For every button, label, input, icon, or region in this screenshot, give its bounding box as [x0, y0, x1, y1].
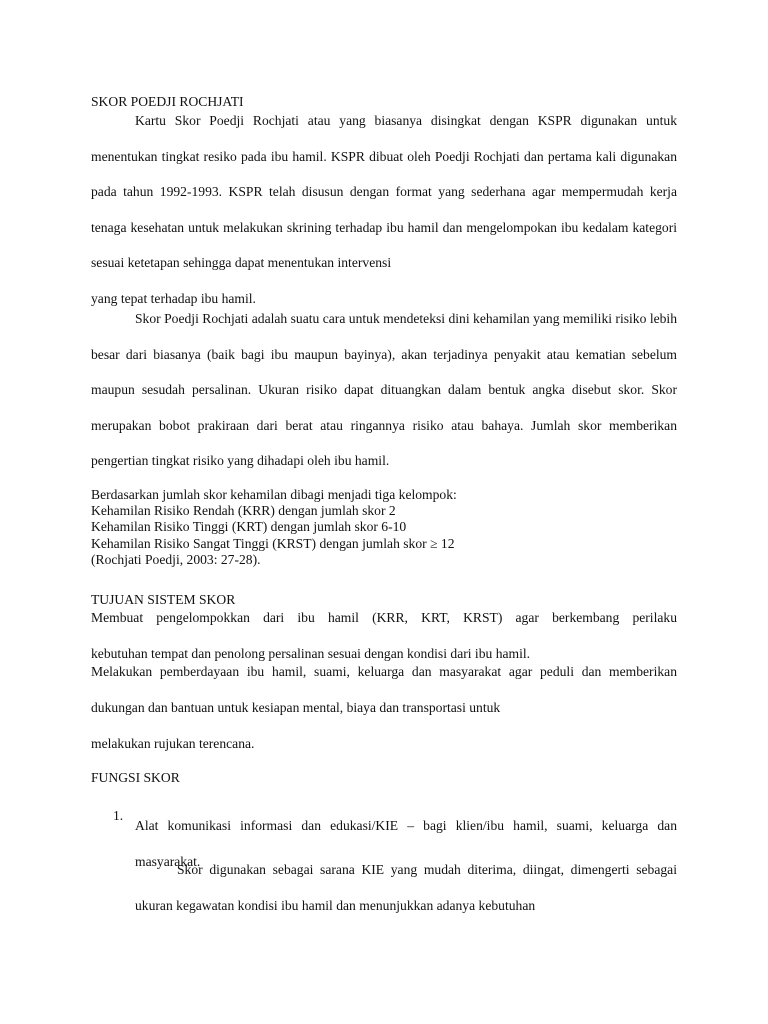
- paragraph-skor-definition: Skor Poedji Rochjati adalah suatu cara untuk mendeteksi dini kehamilan yang memiliki risiko lebih besar dari biasanya (baik bagi ibu maupun bayinya), akan terjadinya penyakit atau kematian sebelum maupun sesudah persalinan. Ukuran risiko dapat dituangkan dalam bentuk angka disebut skor. Skor merupakan bobot prakiraan dari berat atau ringannya risiko atau bahaya. Jumlah skor memberikan pengertian tingkat risiko yang dihadapi oleh ibu hamil.: [91, 311, 677, 469]
- heading-fungsi: FUNGSI SKOR: [91, 770, 180, 785]
- tujuan-item-1-end: kebutuhan tempat dan penolong persalinan sesuai dengan kondisi dari ibu hamil.: [91, 646, 531, 661]
- fungsi-item-1-detail: Skor digunakan sebagai sarana KIE yang mudah diterima, diingat, dimengerti sebagai ukuran kegawatan kondisi ibu hamil dan menunjukkan adanya kebutuhan: [135, 862, 677, 913]
- fungsi-item-1: Alat komunikasi informasi dan edukasi/KIE – bagi klien/ibu hamil, suami, keluarga dan: [135, 818, 677, 833]
- fungsi-item-1-end: masyarakat.: [135, 854, 201, 869]
- paragraph-kspr-intro: Kartu Skor Poedji Rochjati atau yang biasanya disingkat dengan KSPR digunakan untuk menentukan tingkat resiko pada ibu hamil. KSPR dibuat oleh Poedji Rochjati dan pertama kali digunakan pada tahun 1992-1993. KSPR telah disusun dengan format yang sederhana agar mempermudah kerja tenaga kesehatan untuk melakukan skrining terhadap ibu hamil dan mengelompokan ibu kedalam kategori sesuai ketetapan sehingga dapat menentukan intervensi: [91, 113, 677, 271]
- tujuan-item-1: Membuat pengelompokkan dari ibu hamil (KRR, KRT, KRST) agar berkembang perilaku: [91, 610, 677, 625]
- tujuan-item-2: Melakukan pemberdayaan ibu hamil, suami, keluarga dan masyarakat agar peduli dan memberikan dukungan dan bantuan untuk kesiapan mental, biaya dan transportasi untuk: [91, 664, 677, 715]
- groups-list: [91, 487, 677, 568]
- paragraph-kspr-intro-end: yang tepat terhadap ibu hamil.: [91, 291, 256, 306]
- group-item-krt: Kehamilan Risiko Tinggi (KRT) dengan jumlah skor 6-10: [91, 519, 407, 535]
- list-item-number: 1.: [113, 808, 124, 823]
- groups-intro: Berdasarkan jumlah skor kehamilan dibagi menjadi tiga kelompok:: [91, 487, 457, 502]
- citation: (Rochjati Poedji, 2003: 27-28).: [91, 551, 261, 567]
- group-item-krst: Kehamilan Risiko Sangat Tinggi (KRST) dengan jumlah skor ≥ 12: [91, 535, 455, 551]
- document-title: SKOR POEDJI ROCHJATI: [91, 94, 244, 109]
- group-item-krr: Kehamilan Risiko Rendah (KRR) dengan jumlah skor 2: [91, 503, 396, 519]
- tujuan-item-2-end: melakukan rujukan terencana.: [91, 736, 255, 751]
- heading-tujuan: TUJUAN SISTEM SKOR: [91, 592, 236, 607]
